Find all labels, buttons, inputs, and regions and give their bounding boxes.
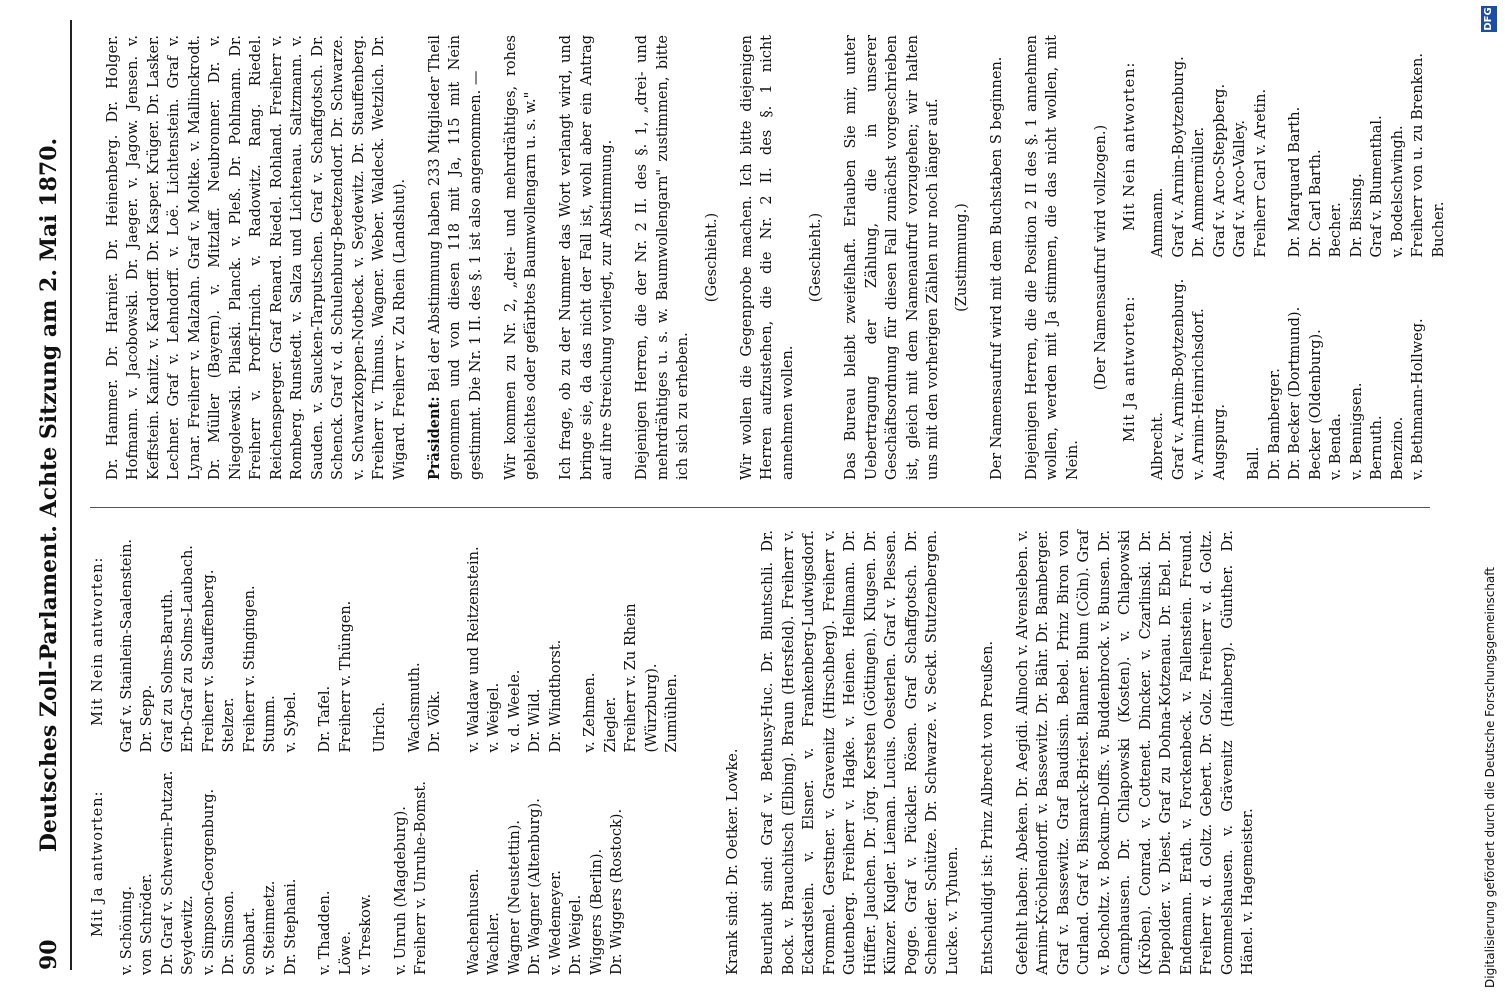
list-item: Dr. Becker (Dortmund). [1287,306,1303,480]
page-title: Deutsches Zoll-Parlament. Achte Sitzung am 2. Mai 1870. [36,137,62,853]
nein-heading-right: Mit Nein antworten: [1121,61,1138,231]
list-item: Graf v. Arnim-Boytzenburg. [1170,278,1187,480]
gefehlt-paragraph: Gefehlt haben: Abeken. Dr. Aegidi. Allnoch v. Alvensleben. v. Arnim-Kröchlendorff. v. Bassewitz. Dr. Bähr. Dr. Bamberger. Graf v. Bassewitz. Graf Baudissin. Bebel. Prinz Biron von Curland. Graf v. Bismarck-Briest. Blanner. Blum (Cöln). Graf v. Bocholtz. v. Bockum-Dolffs. v. Buddenbrock. v. Bunsen. Dr. Camphausen. Dr. Chlapowski (Kosten). v. Chlapowski (Kröben). Conrad. v. Cottenet. Dincker. v. Czarlinski. Dr. Diepolder. v. Diest. Graf zu Dohna-Kotzenau. Dr. Ebel. Dr. Endemann. Erath. v. Forckenbeck. v. Fallenstein. Freund. Freiherr v. d. Goltz. Gebert. Dr. Golz. Freiherr v. d. Goltz. Gommelshausen. v. Grävenitz (Hainberg). Günther. Dr. Hänel. v. Hagemeister. [1014,530,1256,975]
list-item: Freiherr v. Thüngen. [337,600,354,753]
column-divider [90,507,1430,508]
paragraph-7: Der Namensaufruf wird mit dem Buchstaben S beginnen. [988,56,1005,480]
list-item: v. Sybel. [282,691,299,753]
list-item: Dr. Carl Barth. [1307,149,1324,258]
list-item: Benzino. [1389,416,1406,480]
nein-heading: Mit Nein antworten: [90,556,106,726]
vote-lists-left-2 [464,530,683,975]
list-item: Löwe. [337,931,354,975]
list-item: v. Bodelschwingh. [1389,125,1406,258]
vote-lists-right [1148,35,1449,480]
list-item [301,753,315,976]
list-item: Freiherr Carl v. Aretin. [1252,88,1269,258]
list-item: v. Schöning. [118,885,135,975]
list-item: Freiherr v. Unruhe-Bomst. [413,781,429,975]
list-item: Graf v. Arco-Valley. [1232,120,1248,258]
list-item: Zumühlen. [664,673,680,753]
list-item: Freiherr von u. zu Brenken. [1410,53,1426,258]
geschieht-2: (Geschieht.) [808,212,824,303]
ja-list-right [1148,258,1449,481]
list-item: Dr. Graf v. Schwerin-Putzar. [159,770,176,975]
list-item: Dr. Marquard Barth. [1287,106,1303,258]
list-item: Dr. Bamberger. [1266,368,1283,480]
list-item: Graf v. Blumenthal. [1369,115,1385,258]
nein-list-2 [464,530,683,753]
dfg-logo: DFG [1481,6,1497,32]
list-item: v. Bethmann-Hollweg. [1410,318,1426,480]
list-item: v. Steinmetz. [262,880,278,975]
list-item: Wagner (Neustettin). [506,819,523,975]
vote-headings-left [88,530,109,975]
paragraph-2: Wir kommen zu Nr. 2, „drei- und mehrdrähtiges, rohes gebleichtes oder gefärbtes Baumwollengarn u. s. w." [502,35,539,480]
list-item: v. Treskow. [358,893,374,975]
list-item: Graf v. Arco-Steppberg. [1211,83,1228,258]
list-item: Dr. Weigel. [568,894,584,975]
paragraph-8: Diejenigen Herren, die die Position 2 II des §. 1 annehmen wollen, werden mit Ja stimmen, die das nicht wollen, mit Nein. [1023,35,1081,480]
list-item: Freiherr v. Stingingen. [241,585,258,753]
list-item: Stumm. [262,695,278,753]
header-rule [70,20,72,970]
list-item: Dr. Simson. [221,890,237,975]
list-item: Wiggers (Berlin). [588,848,605,975]
ja-heading: Mit Ja antworten: [90,790,106,938]
list-item: Wachsmuth. [406,662,423,753]
names-block: Dr. Hammer. Dr. Harnier. Dr. Heinenberg. Dr. Holger. Hofmann. v. Jacobowski. Dr. Jaeger. v. Jagow. Jensen. v. Keffstein. Kanitz. v. Kardorff. Dr. Kasper. Krüger. Dr. Lasker. Lechner. Graf v. Lehndorff. v. Loë. Lichtenstein. Graf v. Lynar. Freiherr v. Malzahn. Graf v. Moltke. v. Mallinckrodt. Dr. Müller (Bayern). v. Mitzlaff. Neubronner. Dr. v. Niegolewski. Pilaski. Planck. v. Pleß. Dr. Pohlmann. Dr. Freiherr v. Proff-Irnich. v. Radowitz. Rang. Riedel. Reichensperger. Graf Renard. Riedel. Rohland. Freiherr v. Romberg. Runstedt. v. Salza und Lichtenau. Saltzmann. v. Sauden. v. Saucken-Tarputschen. Graf v. Schaffgotsch. Dr. Schenck. Graf v. d. Schulenburg-Beetzendorf. Dr. Schwarze. v. Schwarzkoppen-Notbeck. v. Seydewitz. Dr. Stauffenberg. Freiherr v. Thimus. Wagner. Weber. Waldeck. Wetzlich. Dr. Wigard. Freiherr v. Zu Rhein (Landshut). [104,35,408,480]
list-item: v. Arnim-Heinrichsdorf. [1191,308,1207,480]
list-item: Ziegler. [602,696,619,753]
list-item: Erb-Graf zu Solms-Laubach. [180,545,196,753]
geschieht-1: (Geschieht.) [703,212,720,303]
page-number: 90 [36,939,62,970]
list-item: v. Benda. [1328,413,1344,480]
list-item [377,753,391,976]
president-label: Präsident: [425,396,443,480]
nein-list-right [1148,35,1449,258]
left-column [88,530,1267,975]
nein-list [117,530,446,753]
ja-list-2 [464,753,683,976]
vollzogen: (Der Namensaufruf wird vollzogen.) [1093,124,1109,391]
list-item [391,530,405,753]
paragraph-5: Wir wollen die Gegenprobe machen. Ich bitte diejenigen Herren aufzustehen, die die Nr. 2 II. des §. 1 nicht annehmen wollen. [738,35,796,480]
list-item: v. Simpson-Georgenburg. [200,788,217,975]
list-item: Becker (Oldenburg). [1307,329,1324,480]
list-item: Dr. Bissing. [1348,173,1365,258]
list-item: Ammann. [1150,187,1166,258]
vote-headings-right [1120,35,1141,480]
president-text: Bei der Abstimmung haben 233 Mitglieder Theil genommen und von diesen 118 mit Ja, 115 mit Nein gestimmt. Die Nr. 1 II. des §. 1 ist also angenommen. — [426,35,484,480]
list-item [1230,258,1244,481]
list-item: v. d. Weele. [506,669,523,753]
list-item: Wachenhusen. [465,868,482,975]
ja-list [117,753,446,976]
list-item: v. Waldaw und Reitzenstein. [465,546,482,753]
list-item: Dr. Wiggers (Rostock). [609,808,625,975]
list-item: von Schröder. [139,873,155,975]
list-item [566,530,580,753]
footer [1475,0,1505,1000]
list-item: Becher. [1328,202,1344,258]
entschuldigt-paragraph: Entschuldigt ist: Prinz Albrecht von Preußen. [979,640,996,975]
list-item: Dr. Wagner (Altenburg). [527,798,543,975]
paragraph-4: Diejenigen Herren, die der Nr. 2 II. des §. 1, „drei- und mehrdrähtiges u. s. w. Baumwollengarn" zustimmen, bitte ich sich zu erheben. [634,35,691,480]
list-item: Augspurg. [1211,404,1228,480]
list-item: Seydewitz. [180,895,196,975]
list-item: Albrecht. [1150,412,1166,480]
list-item: Bucher. [1430,201,1447,258]
krank-paragraph: Krank sind: Dr. Oetker. Lowke. [725,748,741,975]
footer-credit: Digitalisierung gefördert durch die Deutsche Forschungsgemeinschaft [1483,566,1497,988]
page-header [36,20,76,970]
right-column [88,35,1449,480]
list-item: v. Bennigsen. [1348,382,1365,480]
list-item: Dr. Völk. [427,690,443,753]
vote-lists-left [117,530,446,975]
list-item: Dr. Wild. [527,688,543,753]
ja-heading-right: Mit Ja antworten: [1121,295,1138,443]
list-item: v. Unruh (Magdeburg). [392,806,409,975]
list-item: Ball. [1246,446,1262,480]
list-item: Graf v. Arnim-Boytzenburg. Dr. Ammermüller. [1170,56,1207,258]
list-item: v. Wedemeyer. [547,870,564,975]
list-item [356,530,370,753]
list-item: Dr. Tafel. [317,685,333,753]
list-item [1271,35,1285,258]
list-item: v. Weigel. [486,682,502,753]
list-item: Ulrich. [372,702,388,753]
president-paragraph [425,35,487,480]
paragraph-3: Ich frage, ob zu der Nummer das Wort verlangt wird, und bringe sie, da das nicht der Fall ist, wohl aber ein Antrag auf ihre Streichung vorliegt, zur Abstimmung. [558,35,615,480]
list-item: Freiherr v. Stauffenberg. [200,569,217,753]
list-item: v. Thadden. [317,890,333,975]
zustimmung: (Zustimmung.) [953,203,970,312]
list-item: Sombart. [241,907,258,975]
beurlaubt-paragraph: Beurlaubt sind: Graf v. Bethusy-Huc. Dr. Bluntschli. Dr. Bock. v. Brauchitsch (Elbing). Braun (Hersfeld). Freiherr v. Eckardstein. v. Elsner. v. Frankenberg-Ludwigsdorf. Frommel. Gerstner. v. Gravenitz (Hirschberg). Freiherr v. Gutenberg. Freiherr v. Hagke. v. Heinen. Hellmann. Dr. Hüffer. Jauchen. Dr. Jörg. Kersten (Göttingen). Klugsen. Dr. Künzer. Kugler. Lieman. Lucius. Oesterlen. Graf v. Plessen. Pogge. Graf v. Pückler. Rösen. Graf Schaffgotsch. Dr. Schneider. Schütze. Dr. Schwarze. v. Seckt. Stutzenbergen. Lucke. v. Tyhuen. [760,530,961,975]
list-item: Wachler. [486,912,502,975]
list-item: Graf zu Solms-Baruth. [159,589,176,753]
list-item: Bernuth. [1369,415,1385,480]
paragraph-6: Das Bureau bleibt zweifelhaft. Erlauben Sie mir, unter Uebertragung der Zählung, die in unserer Geschäftsordnung für diesen Fall zunächst vorgeschrieben ist, gleich mit dem Namenaufruf vorzugehen; wir halten uns mit den vorherigen Zählen nur noch länger auf. [843,35,941,480]
list-item: Dr. Stephani. [282,878,299,975]
list-item: Freiherr v. Zu Rhein (Würzburg). [623,603,660,753]
list-item: Dr. Sepp. [139,684,155,753]
list-item [301,530,315,753]
list-item: Graf v. Stainlein-Saalenstein. [118,538,135,753]
list-item: Stelzer. [221,697,237,753]
list-item: Dr. Windthorst. [547,639,564,753]
list-item: v. Zehmen. [582,672,598,753]
